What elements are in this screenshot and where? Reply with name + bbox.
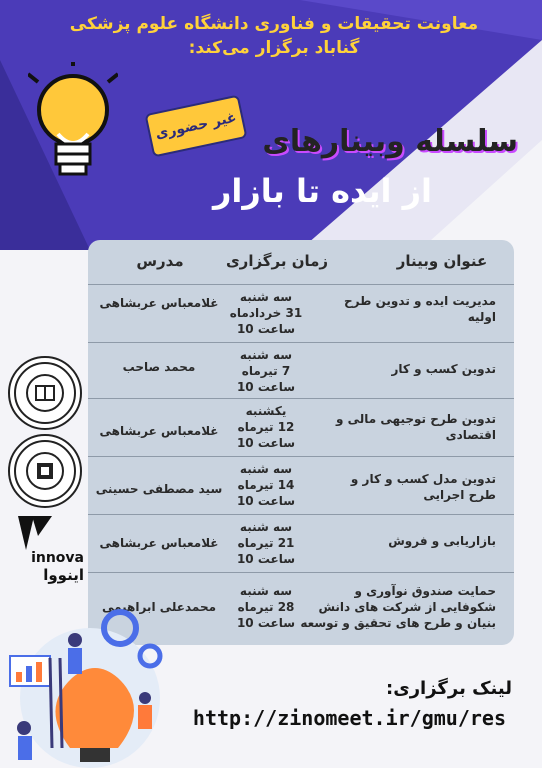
time-hour: ساعت 10 <box>236 494 296 508</box>
header-time: زمان برگزاری <box>225 252 329 270</box>
time-hour: ساعت 10 <box>236 436 296 450</box>
time-date: 7 تیرماه <box>241 364 291 378</box>
webinar-title: تدوین مدل کسب و کار و طرح اجرایی <box>350 472 496 502</box>
teacher-name: محمدعلی ابراهیمی <box>101 600 217 614</box>
time-hour: ساعت 10 <box>236 616 296 630</box>
time-day: سه شنبه <box>239 290 293 304</box>
time-hour: ساعت 10 <box>236 322 296 336</box>
table-row <box>88 342 514 401</box>
online-badge: غیر حضوری <box>144 95 247 158</box>
innova-latin: innova <box>31 550 84 566</box>
innova-logo <box>12 512 84 594</box>
header-line-1: معاونت تحقیقات و فناوری دانشگاه علوم پزشکی <box>69 14 479 34</box>
time-hour: ساعت 10 <box>236 380 296 394</box>
registration-link[interactable]: http://zinomeet.ir/gmu/res <box>192 706 506 730</box>
webinar-title: حمایت صندوق نوآوری و شکوفایی از شرکت های دانش بنیان و طرح های تحقیق و توسعه <box>300 584 496 630</box>
table-row <box>88 398 514 457</box>
innovation-illustration <box>0 598 188 768</box>
time-day: سه شنبه <box>239 520 293 534</box>
series-subtitle: از ایده تا بازار <box>212 172 432 210</box>
university-seal-icon <box>8 356 82 430</box>
teacher-name: غلامعباس عربشاهی <box>99 424 219 438</box>
lightbulb-icon <box>28 62 118 182</box>
teacher-name: سید مصطفی حسینی <box>95 482 223 496</box>
webinar-title: تدوین طرح توجیهی مالی و اقتصادی <box>335 412 496 442</box>
series-title: سلسله وبینارهای <box>262 124 518 159</box>
time-date: 12 تیرماه <box>237 420 295 434</box>
teacher-name: غلامعباس عربشاهی <box>99 536 219 550</box>
innova-mark-icon <box>12 512 84 552</box>
webinar-title: مدیریت ایده و تدوین طرح اولیه <box>344 294 496 324</box>
header-teacher: مدرس <box>136 252 184 270</box>
time-date: 31 خردادماه <box>229 306 303 320</box>
time-date: 14 تیرماه <box>237 478 295 492</box>
teacher-name: غلامعباس عربشاهی <box>99 296 219 310</box>
table-row <box>88 514 514 573</box>
tech-incubator-seal-icon <box>8 434 82 508</box>
time-hour: ساعت 10 <box>236 552 296 566</box>
time-date: 28 تیرماه <box>237 600 295 614</box>
webinar-title: تدوین کسب و کار <box>391 362 496 376</box>
time-day: سه شنبه <box>239 348 293 362</box>
time-date: 21 تیرماه <box>237 536 295 550</box>
teacher-name: محمد صاحب <box>122 360 196 374</box>
table-row <box>88 456 514 515</box>
table-row <box>88 284 514 343</box>
innova-persian: اینووا <box>43 566 84 584</box>
webinar-title: بازاریابی و فروش <box>388 534 496 548</box>
time-day: سه شنبه <box>239 462 293 476</box>
header-title: عنوان وبینار <box>396 252 488 270</box>
time-day: یکشنبه <box>245 404 287 418</box>
time-day: سه شنبه <box>239 584 293 598</box>
organizer-header <box>24 12 524 60</box>
link-label: لینک برگزاری: <box>386 678 512 699</box>
header-line-2: گناباد برگزار می‌کند: <box>188 38 360 58</box>
